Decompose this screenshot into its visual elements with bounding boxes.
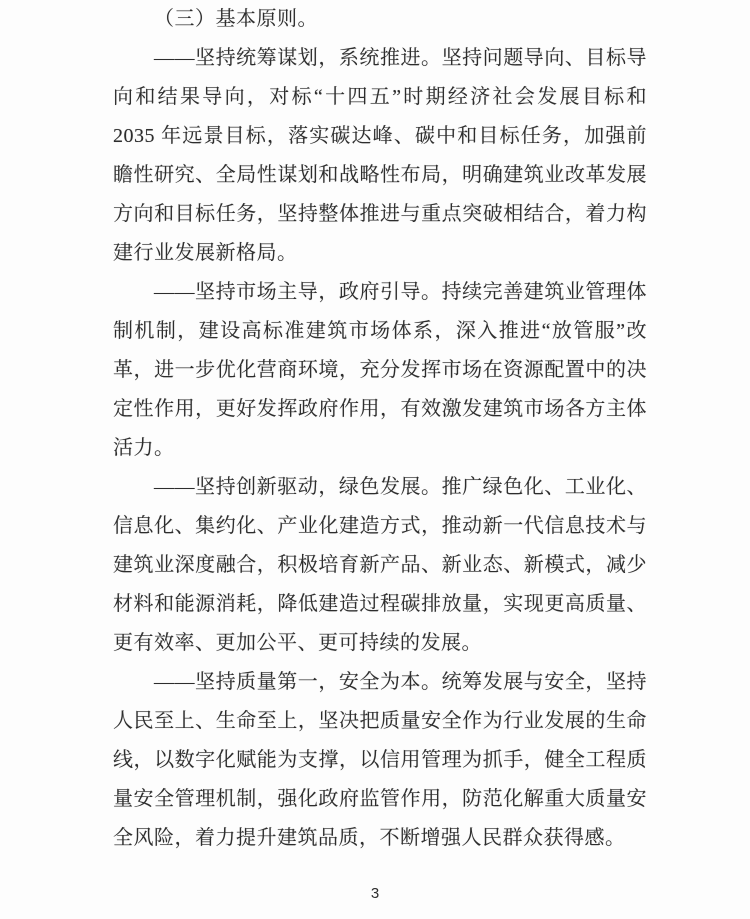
page-number: 3 <box>370 885 380 902</box>
document-body <box>113 0 647 858</box>
paragraph-principle-innovation-green: ——坚持创新驱动，绿色发展。推广绿色化、工业化、信息化、集约化、产业化建造方式，推动新一代信息技术与建筑业深度融合，积极培育新产品、新业态、新模式，减少材料和能源消耗，降低建造过程碳排放量，实现更高质量、更有效率、更加公平、更可持续的发展。 <box>113 476 647 654</box>
paragraph-principle-overall-planning: ——坚持统筹谋划，系统推进。坚持问题导向、目标导向和结果导向，对标“十四五”时期经济社会发展目标和 2035 年远景目标，落实碳达峰、碳中和目标任务，加强前瞻性研究、全局性谋划和战略性布局，明确建筑业改革发展方向和目标任务，坚持整体推进与重点突破相结合，着力构建行业发展新格局。 <box>113 47 647 264</box>
paragraph-principle-market-led: ——坚持市场主导，政府引导。持续完善建筑业管理体制机制，建设高标准建筑市场体系，深入推进“放管服”改革，进一步优化营商环境，充分发挥市场在资源配置中的决定性作用，更好发挥政府作用，有效激发建筑市场各方主体活力。 <box>113 281 647 459</box>
section-heading: （三）基本原则。 <box>154 8 318 30</box>
paragraph-principle-quality-safety: ——坚持质量第一，安全为本。统筹发展与安全，坚持人民至上、生命至上，坚决把质量安全作为行业发展的生命线，以数字化赋能为支撑，以信用管理为抓手，健全工程质量安全管理机制，强化政府监管作用，防范化解重大质量安全风险，着力提升建筑品质，不断增强人民群众获得感。 <box>113 671 647 849</box>
